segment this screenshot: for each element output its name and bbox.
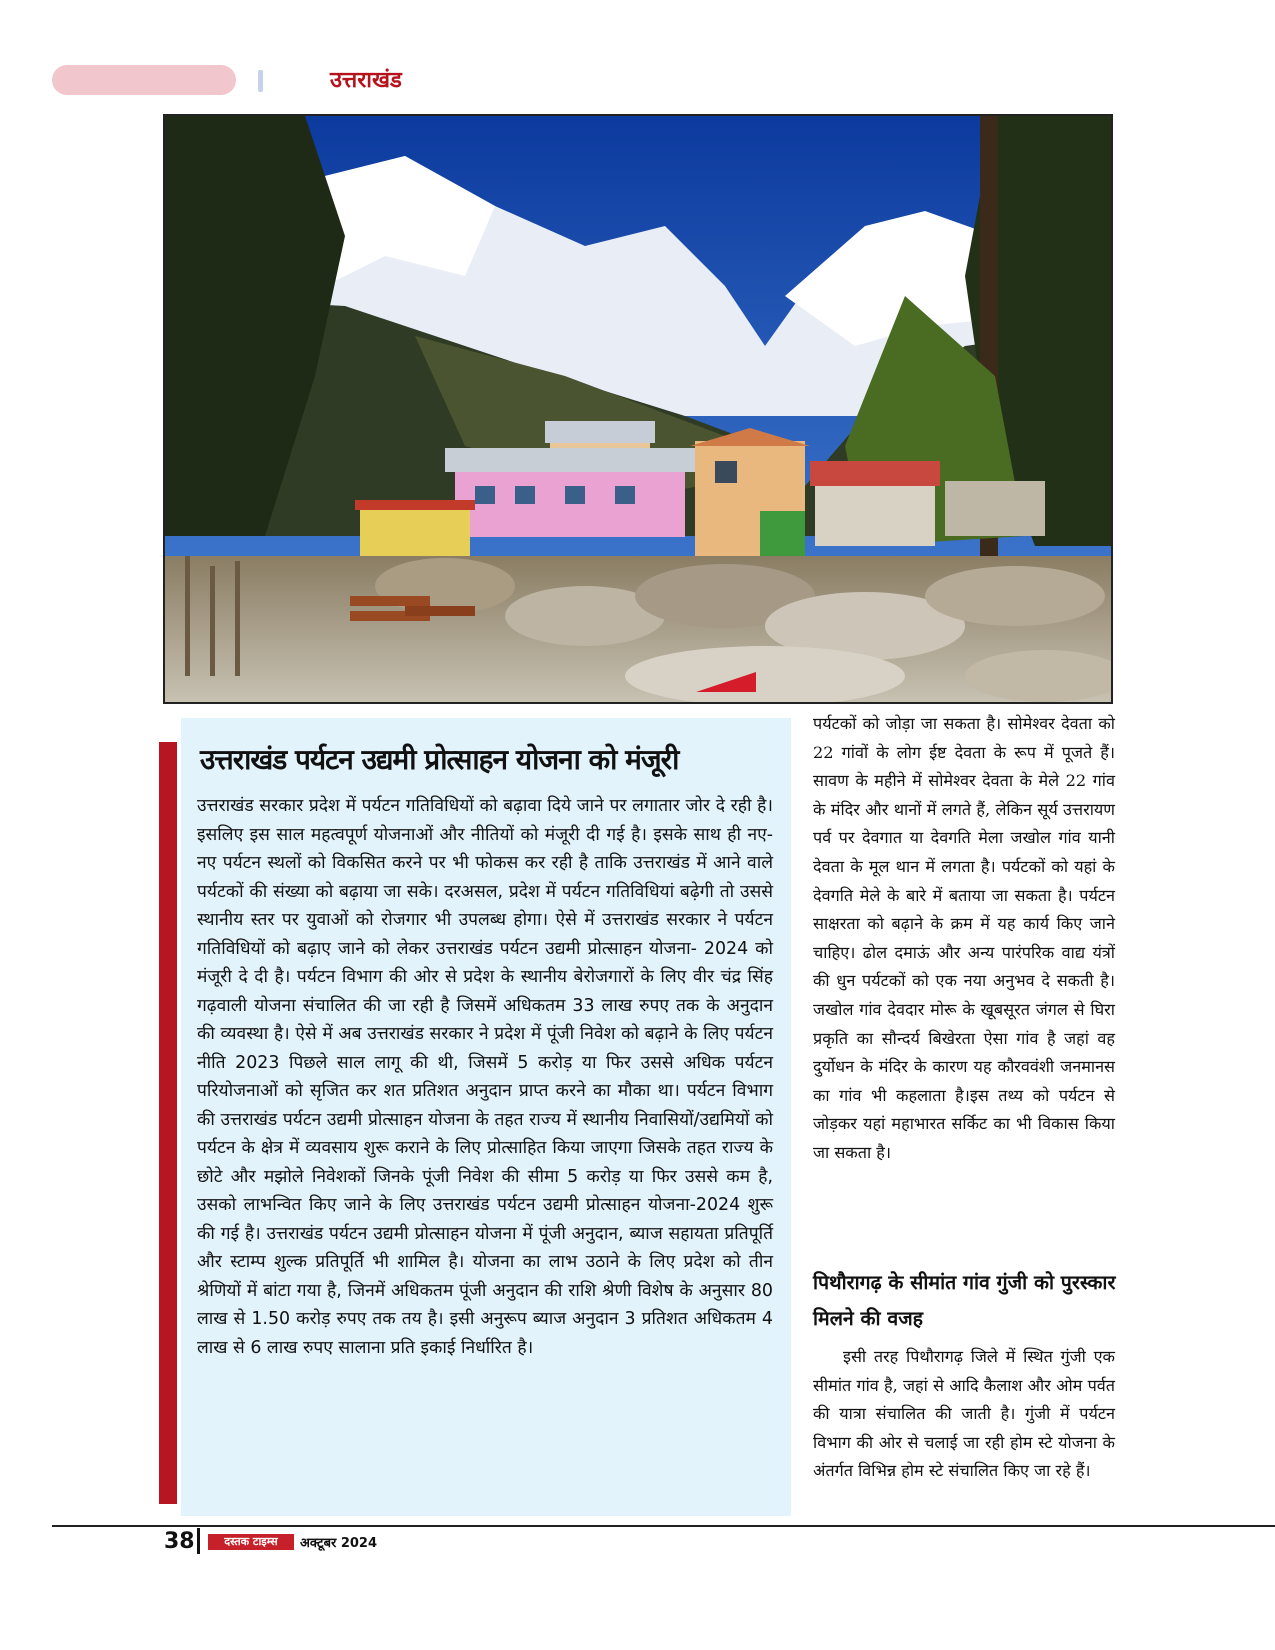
decorative-red-wedge xyxy=(696,672,756,692)
section-label: उत्तराखंड xyxy=(330,68,402,93)
sidebar-subheading-text: इसी तरह पिथौरागढ़ जिले में स्थित गुंजी एक सीमांत गांव है, जहां से आदि कैलाश और ओम पर्वत की यात्रा संचालित की जाती है। गुंजी में पर्यटन विभाग की ओर से चलाई जा रही होम स्टे योजना के अंतर्गत विभिन्न होम स्टे संचालित किए जा रहे हैं। xyxy=(813,1347,1115,1481)
sidebar-subheading: पिथौरागढ़ के सीमांत गांव गुंजी को पुरस्कार मिलने की वजह xyxy=(813,1271,1116,1330)
mountain-village-photo xyxy=(163,114,1113,704)
issue-date: अक्टूबर 2024 xyxy=(300,1536,378,1551)
article-body: उत्तराखंड सरकार प्रदेश में पर्यटन गतिविधियों को बढ़ावा दिये जाने पर लगातार जोर दे रही है। इसलिए इस साल महत्वपूर्ण योजनाओं और नीतियों को मंजूरी दी गई है। इसके साथ ही नए-नए पर्यटन स्थलों को विकसित करने पर भी फोकस कर रही है ताकि उत्तराखंड में आने वाले पर्यटकों की संख्या को बढ़ाया जा सके। दरअसल, प्रदेश में पर्यटन गतिविधियां बढ़ेगी तो उससे स्थानीय स्तर पर युवाओं को रोजगार भी उपलब्ध होगा। ऐसे में उत्तराखंड सरकार ने पर्यटन गतिविधियों को बढ़ाए जाने को लेकर उत्तराखंड पर्यटन उद्यमी प्रोत्साहन योजना- 2024 को मंजूरी दे दी है। पर्यटन विभाग की ओर से प्रदेश के स्थानीय बेरोजगारों के लिए वीर चंद्र सिंह गढ़वाली योजना संचालित की जा रही है जिसमें अधिकतम 33 लाख रुपए तक के अनुदान की व्यवस्था है। ऐसे में अब उत्तराखंड सरकार ने प्रदेश में पूंजी निवेश को बढ़ाने के लिए पर्यटन नीति 2023 पिछले साल लागू की थी, जिसमें 5 करोड़ या फिर उससे अधिक पर्यटन परियोजनाओं को सृजित कर शत प्रतिशत अनुदान प्राप्त करने का मौका था। पर्यटन विभाग की उत्तराखंड पर्यटन उद्यमी प्रोत्साहन योजना के तहत राज्य में स्थानीय निवासियों/उद्यमियों को पर्यटन के क्षेत्र में व्यवसाय शुरू कराने के लिए प्रोत्साहित किया जाएगा जिसके तहत राज्य के छोटे और मझोले निवेशकों जिनके पूंजी निवेश की सीमा 5 करोड़ या फिर उससे कम है, उसको लाभन्वित किए जाने के लिए उत्तराखंड पर्यटन उद्यमी प्रोत्साहन योजना-2024 शुरू की गई है। उत्तराखंड पर्यटन उद्यमी प्रोत्साहन योजना में पूंजी अनुदान, ब्याज सहायता प्रतिपूर्ति और स्टाम्प शुल्क प्रतिपूर्ति भी शामिल है। योजना का लाभ उठाने के लिए प्रदेश को तीन श्रेणियों में बांटा गया है, जिनमें अधिकतम पूंजी अनुदान की राशि श्रेणी विशेष के अनुसार 80 लाख से 1.50 करोड़ रुपए तक तय है। इसी अनुरूप ब्याज अनुदान 3 प्रतिशत अधिकतम 4 लाख से 6 लाख रुपए सालाना प्रति इकाई निर्धारित है। xyxy=(197,796,773,1358)
footer-divider xyxy=(197,1528,200,1554)
section-pill-decoration xyxy=(52,65,236,95)
page-number: 38 xyxy=(164,1529,195,1554)
footer-rule xyxy=(52,1525,1275,1527)
publication-logo: दस्तक टाइम्स xyxy=(208,1534,294,1550)
article-accent-bar xyxy=(159,742,177,1504)
section-divider xyxy=(258,70,263,92)
sidebar-continued-text: पर्यटकों को जोड़ा जा सकता है। सोमेश्वर देवता को 22 गांवों के लोग ईष्ट देवता के रूप में पूजते हैं। सावण के महीने में सोमेश्वर देवता के मेले 22 गांव के मंदिर और थानों में लगते हैं, लेकिन सूर्य उत्तरायण पर्व पर देवगात या देवगति मेला जखोल गांव यानी देवता के मूल थान में लगता है। पर्यटकों को यहां के देवगति मेले के बारे में बताया जा सकता है। पर्यटन साक्षरता को बढ़ाने के क्रम में यह कार्य किए जाने चाहिए। ढोल दमाऊं और अन्य पारंपरिक वाद्य यंत्रों की धुन पर्यटकों को एक नया अनुभव दे सकती है। जखोल गांव देवदार मोरू के खूबसूरत जंगल से घिरा प्रकृति का सौन्दर्य बिखेरता ऐसा गांव है जहां वह दुर्योधन के मंदिर के कारण यह कौरववंशी जनमानस का गांव भी कहलाता है।इस तथ्य को पर्यटन से जोड़कर यहां महाभारत सर्किट का भी विकास किया जा सकता है। xyxy=(813,714,1115,1162)
article-headline: उत्तराखंड पर्यटन उद्यमी प्रोत्साहन योजना को मंजूरी xyxy=(200,743,679,776)
